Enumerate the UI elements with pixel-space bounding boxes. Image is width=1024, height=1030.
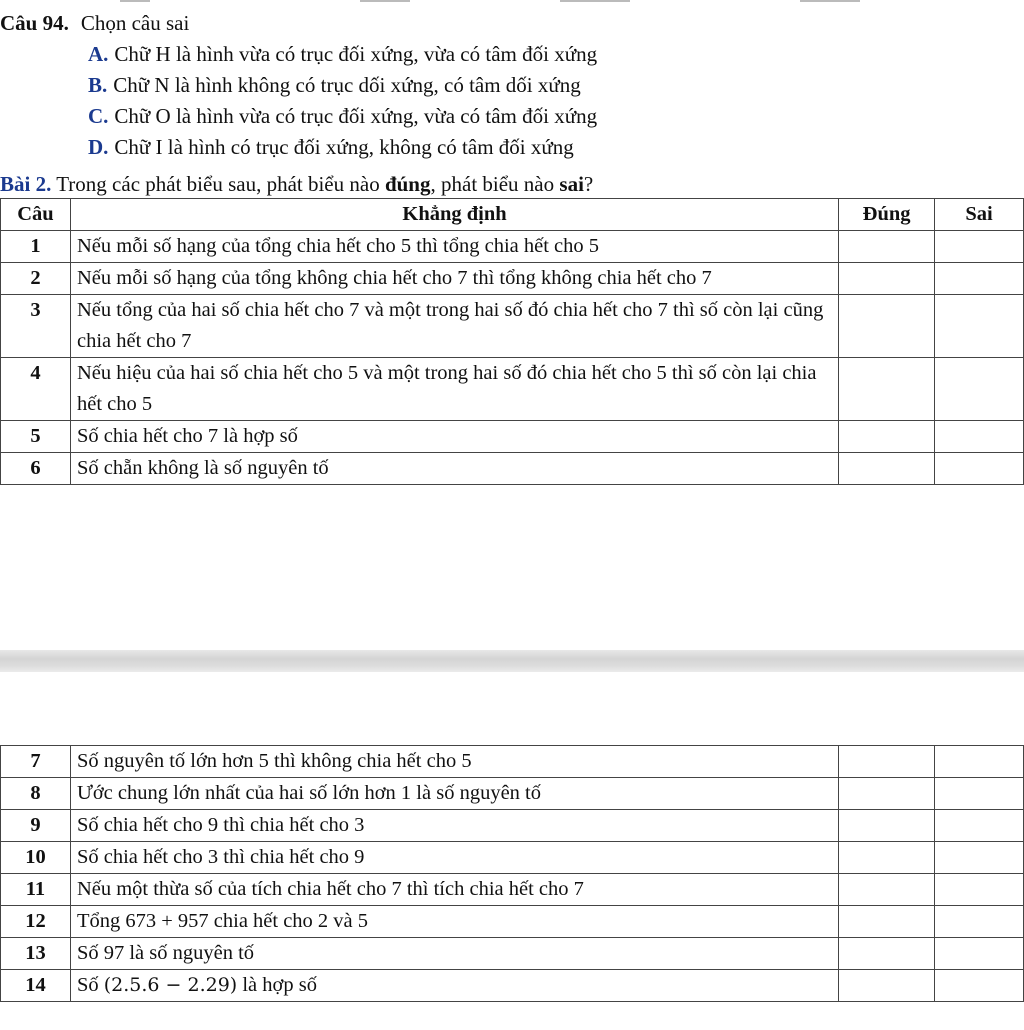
row-number: 5 bbox=[1, 421, 71, 453]
row-number: 4 bbox=[1, 358, 71, 421]
row-statement: Tổng 673 + 957 chia hết cho 2 và 5 bbox=[70, 906, 838, 938]
true-answer-cell[interactable] bbox=[839, 453, 935, 485]
table-row bbox=[1, 746, 1024, 778]
true-answer-cell[interactable] bbox=[839, 842, 935, 874]
false-answer-cell[interactable] bbox=[935, 231, 1024, 263]
row-statement: Số nguyên tố lớn hơn 5 thì không chia hết cho 5 bbox=[70, 746, 838, 778]
true-answer-cell[interactable] bbox=[839, 778, 935, 810]
false-answer-cell[interactable] bbox=[935, 842, 1024, 874]
row-statement: Nếu một thừa số của tích chia hết cho 7 thì tích chia hết cho 7 bbox=[70, 874, 838, 906]
false-answer-cell[interactable] bbox=[935, 421, 1024, 453]
statements-table-part-2 bbox=[0, 745, 1024, 1002]
row-statement: Nếu hiệu của hai số chia hết cho 5 và một trong hai số đó chia hết cho 5 thì số còn lại chia hết cho 5 bbox=[70, 358, 838, 421]
false-answer-cell[interactable] bbox=[935, 874, 1024, 906]
row-statement: Nếu mỗi số hạng của tổng chia hết cho 5 thì tổng chia hết cho 5 bbox=[70, 231, 838, 263]
false-answer-cell[interactable] bbox=[935, 295, 1024, 358]
true-answer-cell[interactable] bbox=[839, 358, 935, 421]
header-num: Câu bbox=[1, 199, 71, 231]
false-answer-cell[interactable] bbox=[935, 906, 1024, 938]
table-row bbox=[1, 263, 1024, 295]
true-answer-cell[interactable] bbox=[839, 421, 935, 453]
row-number: 1 bbox=[1, 231, 71, 263]
true-answer-cell[interactable] bbox=[839, 970, 935, 1002]
row-statement: Số chẵn không là số nguyên tố bbox=[70, 453, 838, 485]
header-true: Đúng bbox=[839, 199, 935, 231]
true-answer-cell[interactable] bbox=[839, 295, 935, 358]
table-header-row bbox=[1, 199, 1024, 231]
word-true: đúng bbox=[384, 172, 431, 196]
table-row bbox=[1, 231, 1024, 263]
true-answer-cell[interactable] bbox=[839, 263, 935, 295]
true-answer-cell[interactable] bbox=[839, 906, 935, 938]
word-false: sai bbox=[559, 172, 584, 196]
true-answer-cell[interactable] bbox=[839, 938, 935, 970]
table-row bbox=[1, 778, 1024, 810]
table-row bbox=[1, 295, 1024, 358]
option-a: A. Chữ H là hình vừa có trục đối xứng, vừa có tâm đối xứng bbox=[88, 42, 598, 66]
row-number: 9 bbox=[1, 810, 71, 842]
row-statement: Số chia hết cho 9 thì chia hết cho 3 bbox=[70, 810, 838, 842]
row-number: 13 bbox=[1, 938, 71, 970]
row-number: 12 bbox=[1, 906, 71, 938]
row-number: 3 bbox=[1, 295, 71, 358]
row-number: 7 bbox=[1, 746, 71, 778]
page-break-divider bbox=[0, 650, 1024, 672]
table-row bbox=[1, 970, 1024, 1002]
question-prompt: Chọn câu sai bbox=[80, 11, 190, 35]
false-answer-cell[interactable] bbox=[935, 938, 1024, 970]
false-answer-cell[interactable] bbox=[935, 810, 1024, 842]
header-statement: Khẳng định bbox=[70, 199, 838, 231]
true-answer-cell[interactable] bbox=[839, 810, 935, 842]
row-statement: Nếu tổng của hai số chia hết cho 7 và một trong hai số đó chia hết cho 7 thì số còn lại cũng chia hết cho 7 bbox=[70, 295, 838, 358]
row-statement: Ước chung lớn nhất của hai số lớn hơn 1 là số nguyên tố bbox=[70, 778, 838, 810]
row-statement: Số chia hết cho 7 là hợp số bbox=[70, 421, 838, 453]
row-number: 11 bbox=[1, 874, 71, 906]
question-94 bbox=[0, 8, 597, 163]
false-answer-cell[interactable] bbox=[935, 453, 1024, 485]
row-number: 2 bbox=[1, 263, 71, 295]
table-row bbox=[1, 810, 1024, 842]
table-row bbox=[1, 906, 1024, 938]
cropped-previous-line bbox=[0, 0, 1024, 4]
false-answer-cell[interactable] bbox=[935, 746, 1024, 778]
true-answer-cell[interactable] bbox=[839, 874, 935, 906]
table-row bbox=[1, 938, 1024, 970]
table-row bbox=[1, 874, 1024, 906]
false-answer-cell[interactable] bbox=[935, 358, 1024, 421]
exercise-label: Bài 2. bbox=[0, 172, 52, 196]
table-row bbox=[1, 453, 1024, 485]
exercise-2-prompt: Bài 2. Trong các phát biểu sau, phát biểu nào đúng, phát biểu nào sai? bbox=[0, 172, 594, 196]
option-d: D. Chữ I là hình có trục đối xứng, không có tâm đối xứng bbox=[88, 135, 574, 159]
option-b: B. Chữ N là hình không có trục dối xứng, có tâm dối xứng bbox=[88, 73, 581, 97]
row-number: 8 bbox=[1, 778, 71, 810]
row-number: 14 bbox=[1, 970, 71, 1002]
math-expression: (2.5.6 − 2.29) bbox=[103, 974, 238, 996]
row-number: 10 bbox=[1, 842, 71, 874]
question-number: Câu 94. bbox=[0, 11, 69, 35]
false-answer-cell[interactable] bbox=[935, 970, 1024, 1002]
row-statement: Nếu mỗi số hạng của tổng không chia hết cho 7 thì tổng không chia hết cho 7 bbox=[70, 263, 838, 295]
option-c: C. Chữ O là hình vừa có trục đối xứng, vừa có tâm đối xứng bbox=[88, 104, 598, 128]
table-row bbox=[1, 842, 1024, 874]
true-answer-cell[interactable] bbox=[839, 231, 935, 263]
row-statement: Số (2.5.6 − 2.29) là hợp số bbox=[70, 970, 838, 1002]
true-answer-cell[interactable] bbox=[839, 746, 935, 778]
row-number: 6 bbox=[1, 453, 71, 485]
row-statement: Số 97 là số nguyên tố bbox=[70, 938, 838, 970]
header-false: Sai bbox=[935, 199, 1024, 231]
false-answer-cell[interactable] bbox=[935, 263, 1024, 295]
table-row bbox=[1, 358, 1024, 421]
false-answer-cell[interactable] bbox=[935, 778, 1024, 810]
question-94-heading bbox=[0, 8, 597, 39]
statements-table-part-1 bbox=[0, 198, 1024, 485]
table-row bbox=[1, 421, 1024, 453]
row-statement: Số chia hết cho 3 thì chia hết cho 9 bbox=[70, 842, 838, 874]
